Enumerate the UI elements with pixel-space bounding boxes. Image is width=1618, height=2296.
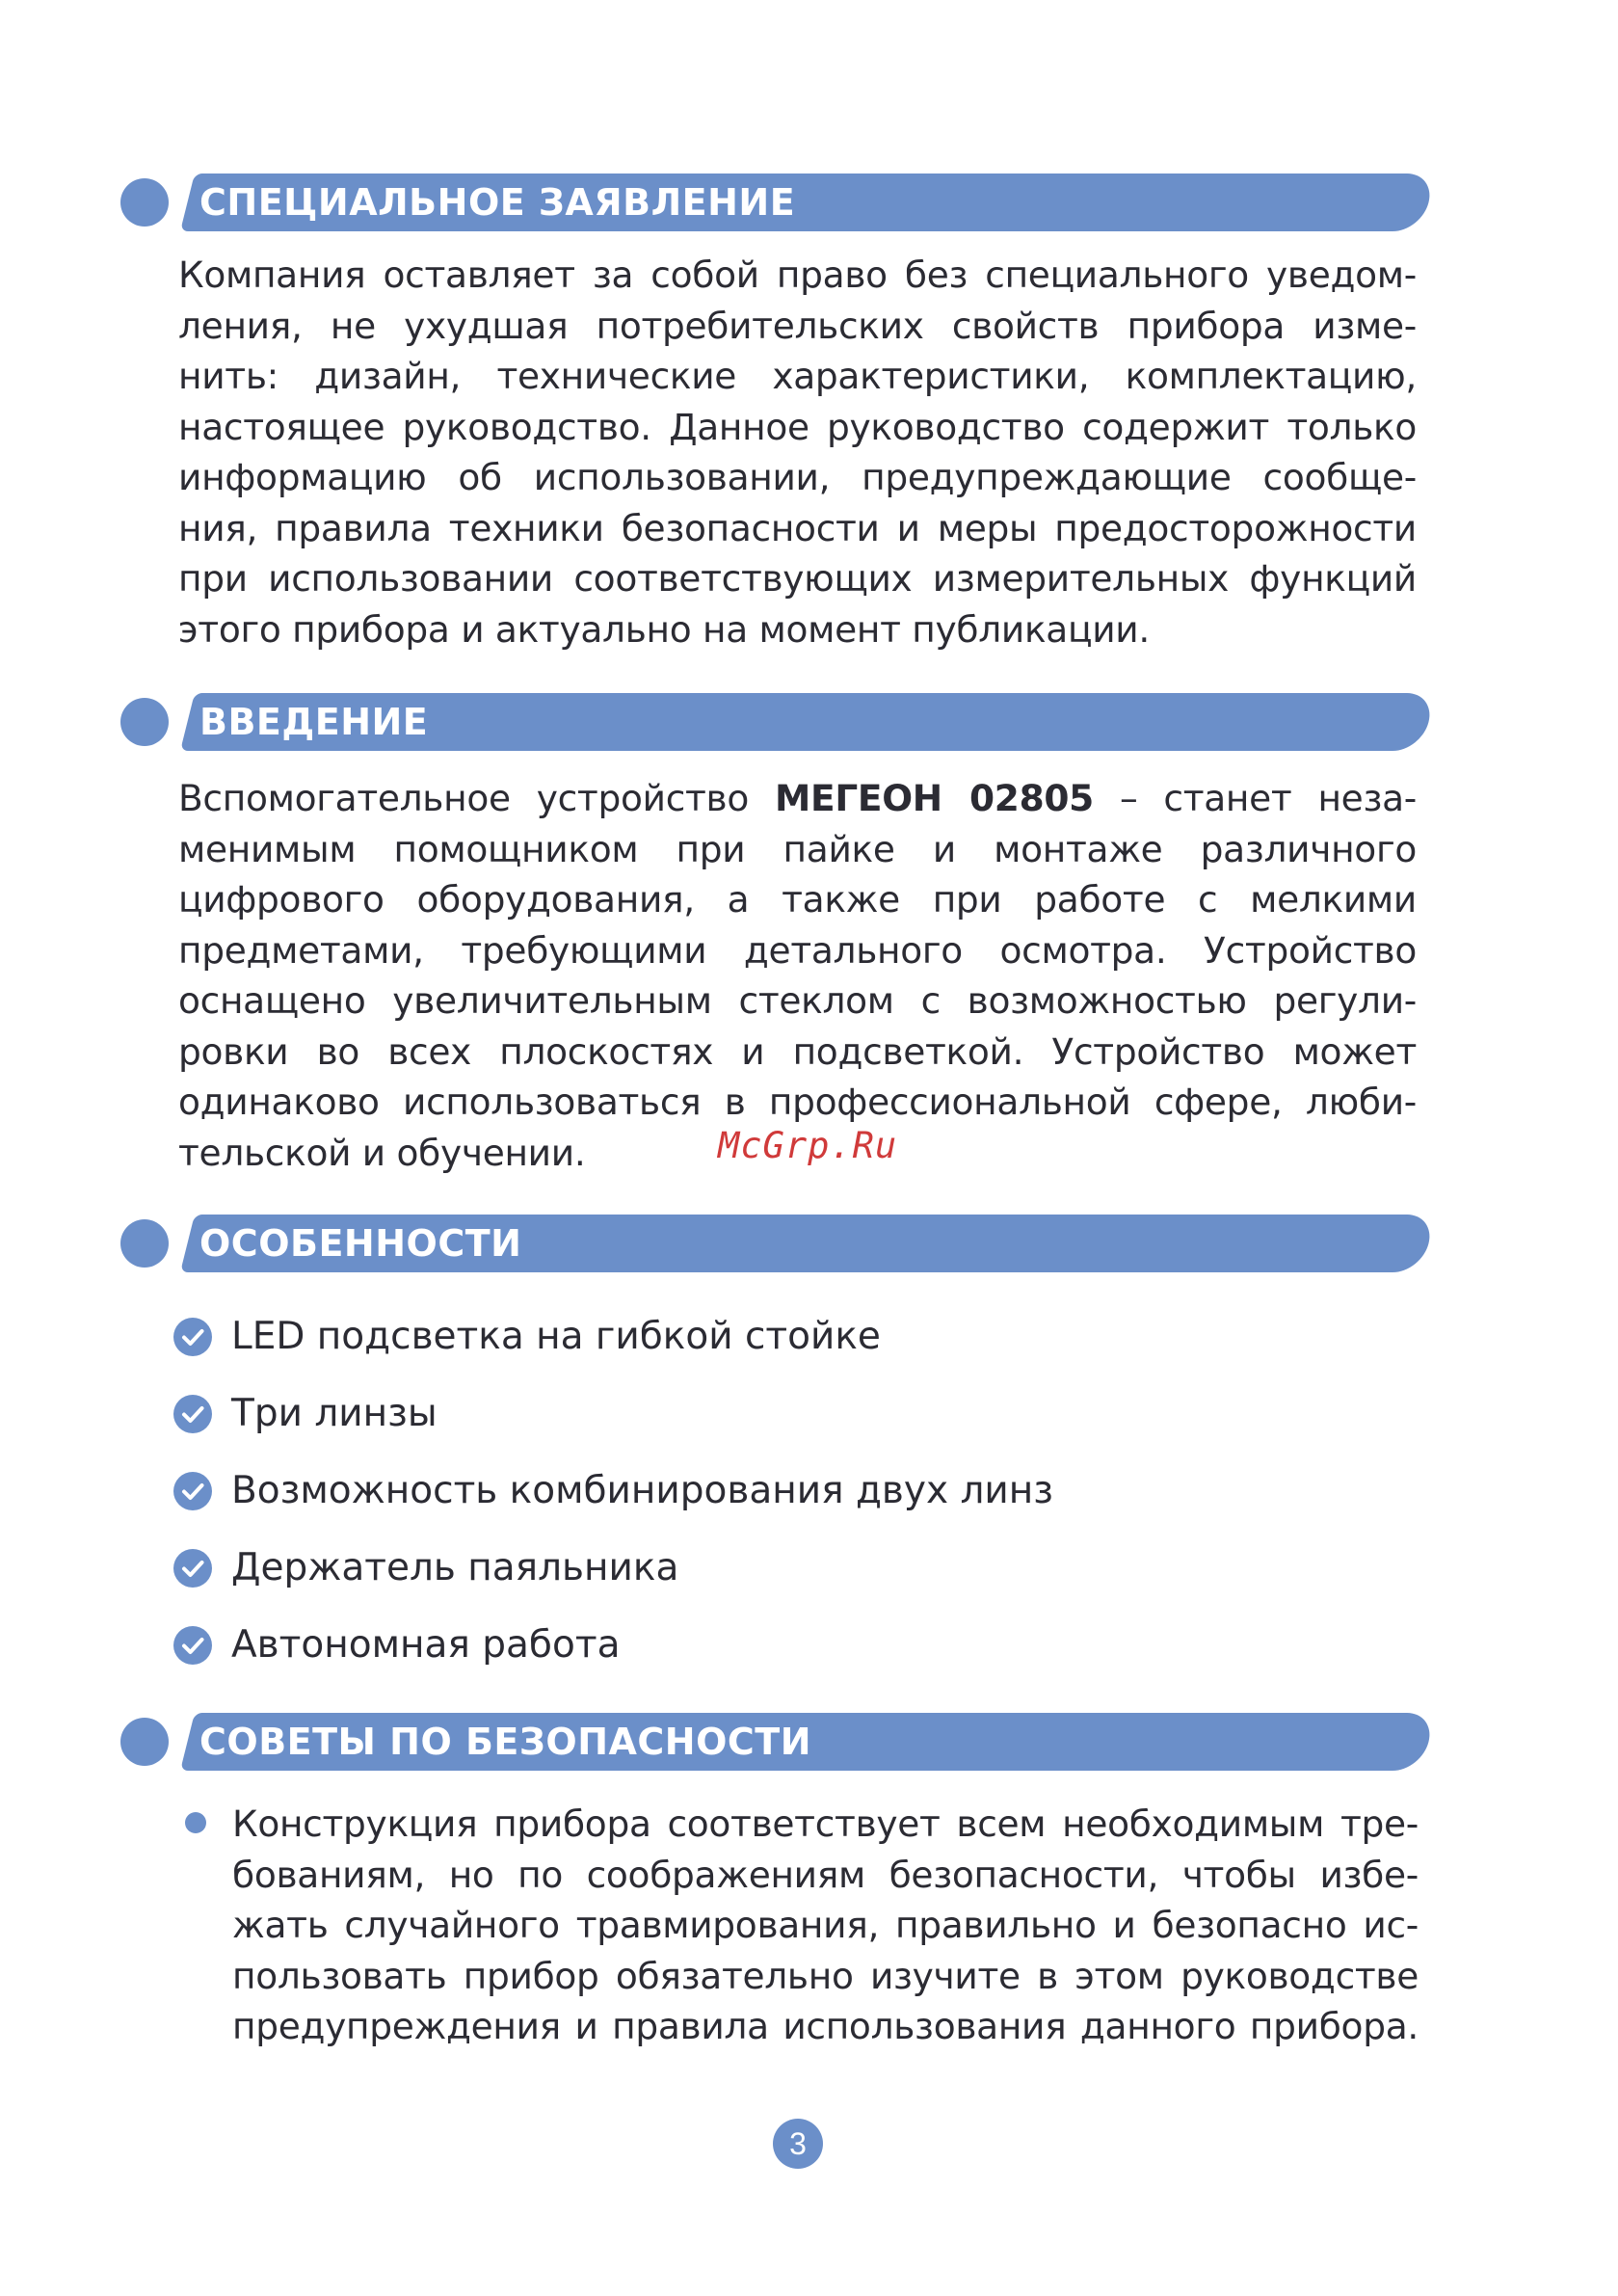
product-name: МЕГЕОН 02805 [774,777,1094,819]
intro-text: Вспомогательное устройство [178,777,775,819]
bullet-dot-icon [185,1812,206,1833]
section-title-features: ОСОБЕННОСТИ [199,1222,522,1265]
paragraph-line: бованиям, но по соображениям безопасности, чтобы избе- [232,1853,1419,1896]
paragraph-line: жать случайного травмирования, правильно и безопасно ис- [232,1904,1419,1946]
paragraph-line: тельской и обучении. [178,1131,586,1174]
page-number: 3 [773,2119,823,2169]
feature-label: LED подсветка на гибкой стойке [231,1315,881,1358]
intro-paragraph [178,773,1417,1178]
section-title-intro: ВВЕДЕНИЕ [199,701,429,743]
header-dot [120,698,169,746]
paragraph-line: нить: дизайн, технические характеристики, комплектацию, [178,355,1417,397]
paragraph-line: цифрового оборудования, а также при работе с мелкими [178,878,1417,921]
check-circle-icon [173,1626,212,1665]
header-dot [120,178,169,227]
paragraph-line: одинаково использоваться в профессиональной сфере, люби- [178,1081,1417,1123]
paragraph-line: информацию об использовании, предупреждающие сообще- [178,456,1417,498]
statement-paragraph [178,250,1417,654]
paragraph-line: менимым помощником при пайке и монтаже различного [178,827,1417,870]
paragraph-line: при использовании соответствующих измерительных функций [178,557,1417,600]
paragraph-line: этого прибора и актуально на момент публикации. [178,607,1150,651]
header-dot [120,1219,169,1268]
check-circle-icon [173,1395,212,1433]
check-circle-icon [173,1318,212,1356]
paragraph-line: ления, не ухудшая потребительских свойств прибора изме- [178,304,1417,347]
section-header-statement [120,174,1421,231]
check-circle-icon [173,1472,212,1510]
paragraph-line: ровки во всех плоскостях и подсветкой. Устройство может [178,1029,1417,1073]
section-header-intro [120,693,1421,751]
section-header-features [120,1215,1421,1272]
intro-text: – станет неза- [1093,777,1417,819]
paragraph-line: пользовать прибор обязательно изучите в этом руководстве [232,1954,1419,1997]
check-circle-icon [173,1549,212,1588]
safety-paragraph [232,1799,1419,2052]
header-dot [120,1718,169,1766]
feature-label: Три линзы [231,1392,438,1435]
paragraph-line: ния, правила техники безопасности и меры предосторожности [178,506,1417,549]
paragraph-line: настоящее руководство. Данное руководство содержит только [178,405,1417,448]
section-title-safety: СОВЕТЫ ПО БЕЗОПАСНОСТИ [199,1721,812,1763]
paragraph-line: предупреждения и правила использования данного прибора. [232,2005,1419,2047]
feature-label: Автономная работа [231,1623,621,1667]
section-header-safety [120,1713,1421,1771]
paragraph-line: предметами, требующими детального осмотра. Устройство [178,928,1417,972]
paragraph-line: Конструкция прибора соответствует всем необходимым тре- [232,1802,1419,1845]
paragraph-line: Компания оставляет за собой право без специального уведом- [178,254,1417,296]
watermark: McGrp.Ru [718,1125,898,1166]
feature-label: Держатель паяльника [231,1546,679,1589]
section-title-statement: СПЕЦИАЛЬНОЕ ЗАЯВЛЕНИЕ [199,181,796,224]
paragraph-line [178,773,1417,824]
feature-label: Возможность комбинирования двух линз [231,1469,1053,1512]
paragraph-line: оснащено увеличительным стеклом с возможностью регули- [178,979,1417,1022]
